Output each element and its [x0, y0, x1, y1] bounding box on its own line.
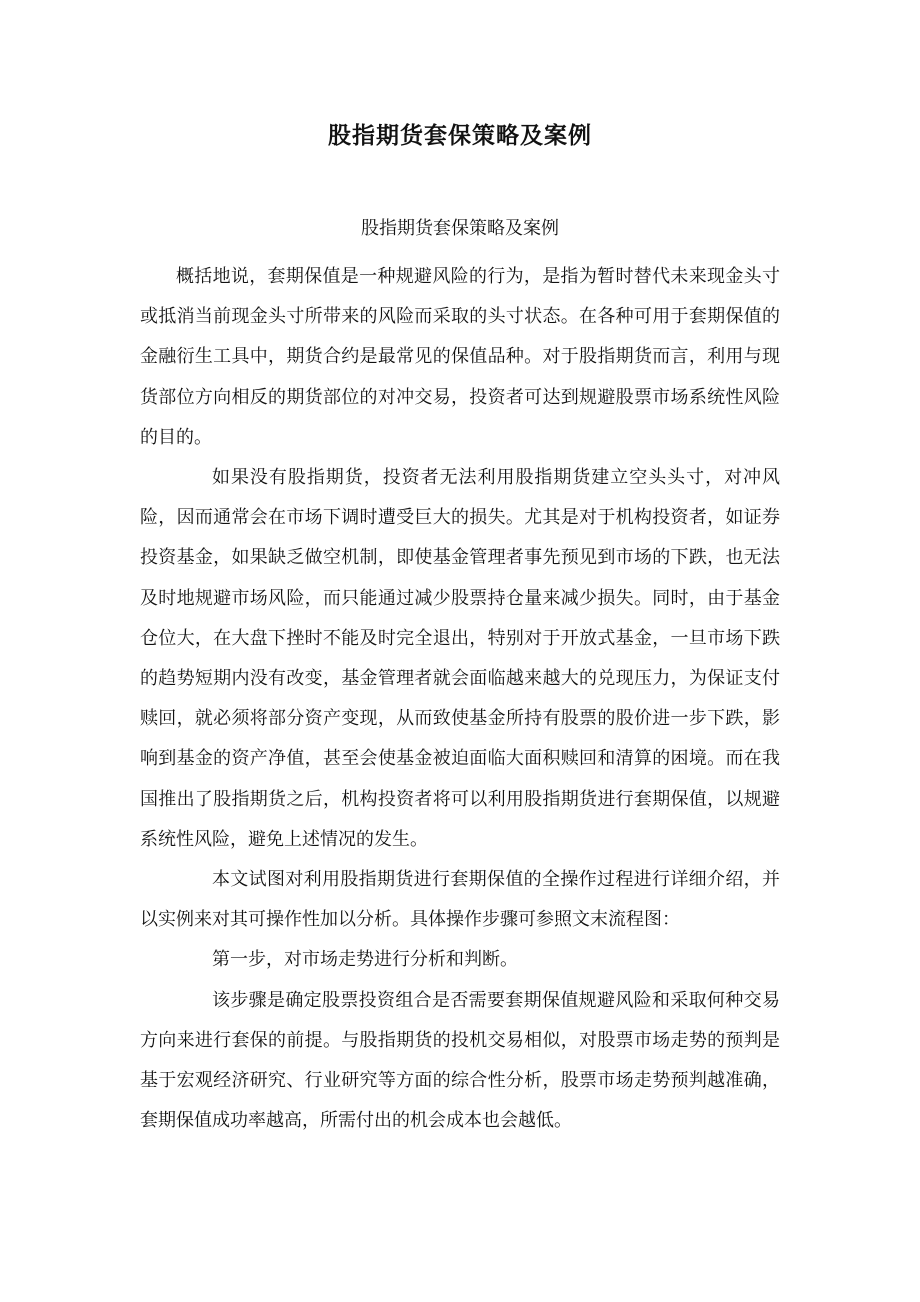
document-subtitle: 股指期货套保策略及案例 — [361, 218, 559, 239]
paragraph-step-one-detail: 该步骤是确定股票投资组合是否需要套期保值规避风险和采取何种交易方向来进行套保的前提。与股指期货的投机交易相似，对股票市场走势的预判是基于宏观经济研究、行业研究等方面的综合性分析，股票市场走势预判越准确，套期保值成功率越高，所需付出的机会成本也会越低。 — [140, 989, 780, 1132]
paragraph-without-index-futures: 如果没有股指期货，投资者无法利用股指期货建立空头头寸，对冲风险，因而通常会在市场下调时遭受巨大的损失。尤其是对于机构投资者，如证券投资基金，如果缺乏做空机制，即使基金管理者事先预见到市场的下跌，也无法及时地规避市场风险，而只能通过减少股票持仓量来减少损失。同时，由于基金仓位大，在大盘下挫时不能及时完全退出，特别对于开放式基金，一旦市场下跌的趋势短期内没有改变，基金管理者就会面临越来越大的兑现压力，为保证支付赎回，就必须将部分资产变现，从而致使基金所持有股票的股价进一步下跌，影响到基金的资产净值，甚至会使基金被迫面临大面积赎回和清算的困境。而在我国推出了股指期货之后，机构投资者将可以利用股指期货进行套期保值，以规避系统性风险，避免上述情况的发生。 — [140, 467, 780, 850]
paragraph-step-one-heading: 第一步，对市场走势进行分析和判断。 — [212, 949, 518, 971]
document-title: 股指期货套保策略及案例 — [328, 122, 592, 149]
paragraph-article-purpose: 本文试图对利用股指期货进行套期保值的全操作过程进行详细介绍，并以实例来对其可操作性加以分析。具体操作步骤可参照文末流程图： — [140, 869, 780, 931]
paragraph-hedging-definition: 概括地说，套期保值是一种规避风险的行为，是指为暂时替代未来现金头寸或抵消当前现金头寸所带来的风险而采取的头寸状态。在各种可用于套期保值的金融衍生工具中，期货合约是最常见的保值品种。对于股指期货而言，利用与现货部位方向相反的期货部位的对冲交易，投资者可达到规避股票市场系统性风险的目的。 — [140, 266, 780, 448]
document-body — [140, 257, 780, 1141]
